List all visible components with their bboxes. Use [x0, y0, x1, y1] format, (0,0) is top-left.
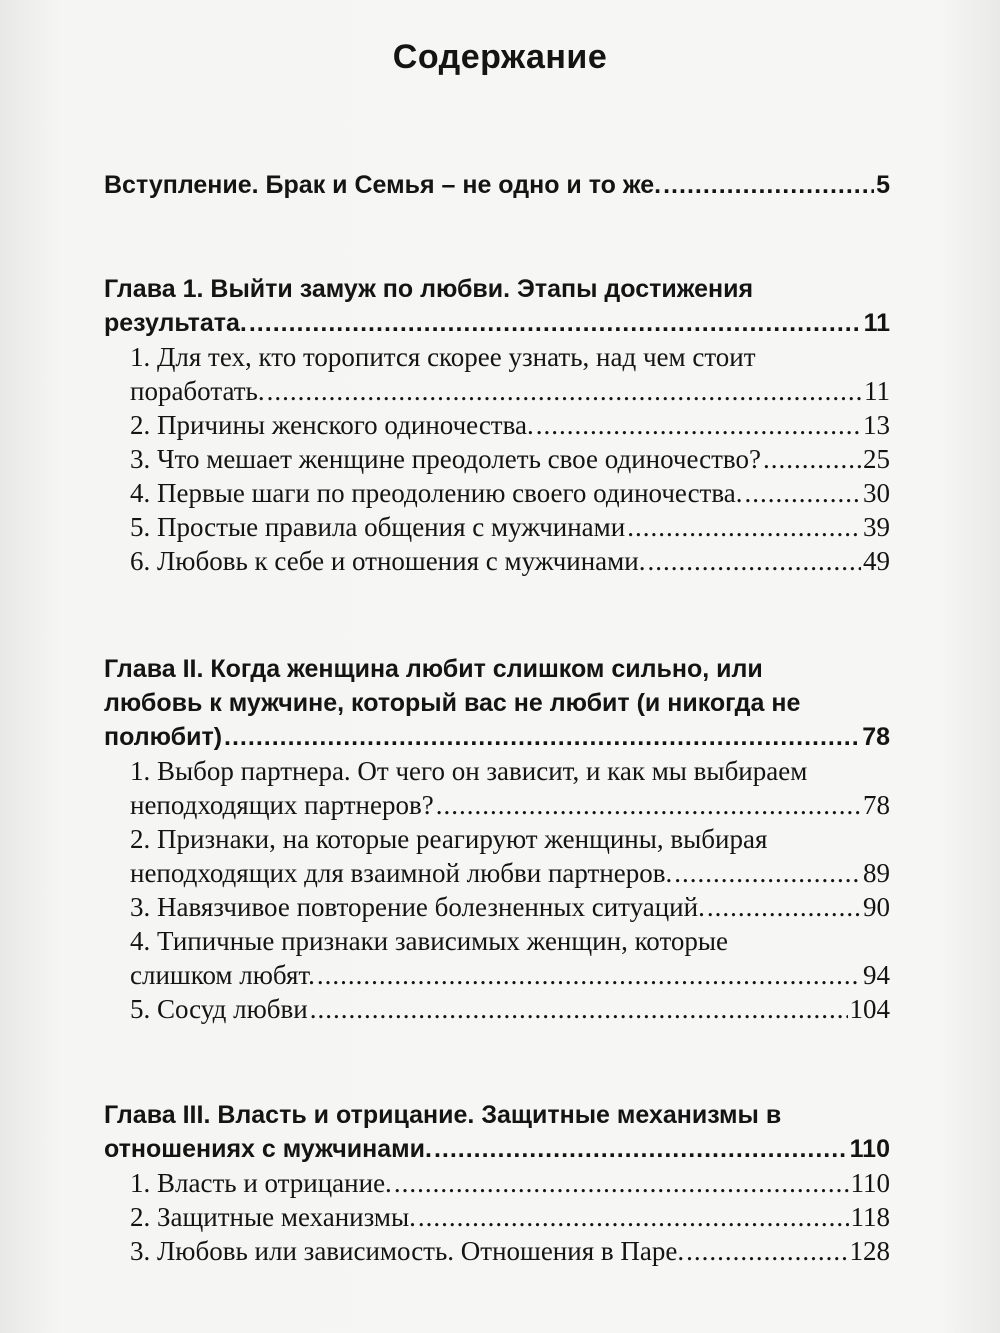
toc-chapter-1	[104, 272, 890, 578]
leader-dots	[249, 306, 862, 340]
leader-dots	[224, 720, 860, 754]
toc-entry: полюбит) ..... 78	[104, 720, 890, 754]
leader-dots	[434, 1132, 848, 1166]
toc-entry: 3. Навязчивое повторение болезненных ситуаций. ..... 90	[104, 890, 890, 924]
page-number: 110	[850, 1168, 890, 1198]
page-number: 39	[863, 512, 890, 542]
leader-dots	[267, 374, 862, 408]
page-number: 104	[849, 994, 890, 1024]
page-title: Содержание	[392, 38, 608, 76]
leader-dots	[436, 788, 861, 822]
leader-dots	[686, 1234, 847, 1268]
toc-subentry: 4. Типичные признаки зависимых женщин, которые	[130, 926, 729, 956]
page-number: 25	[863, 444, 890, 474]
toc-entry: 4. Первые шаги по преодолению своего одиночества. ..... 30	[104, 476, 890, 510]
page-number: 11	[863, 309, 890, 337]
toc-subentry: 1. Для тех, кто торопится скорее узнать, над чем стоит	[130, 342, 756, 372]
leader-dots	[674, 856, 861, 890]
chapter-title: Глава 1. Выйти замуж по любви. Этапы достижения	[104, 275, 754, 303]
toc-entry: 5. Простые правила общения с мужчинами ..... 39	[104, 510, 890, 544]
chapter-title: Глава III. Власть и отрицание. Защитные механизмы в	[104, 1101, 782, 1129]
leader-dots	[317, 958, 861, 992]
toc-entry: неподходящих для взаимной любви партнеров. ..... 89	[104, 856, 890, 890]
toc-chapter-3	[104, 1098, 890, 1268]
toc-entry: 2. Причины женского одиночества. ..... 13	[104, 408, 890, 442]
page-number: 5	[876, 171, 890, 199]
page-number: 94	[863, 960, 890, 990]
leader-dots	[418, 1200, 849, 1234]
toc-entry: 3. Любовь или зависимость. Отношения в Паре. ..... 128	[104, 1234, 890, 1268]
toc-entry: результата. ..... 11	[104, 306, 890, 340]
page-number: 30	[863, 478, 890, 508]
toc-intro	[104, 168, 890, 202]
toc-entry: неподходящих партнеров? ..... 78	[104, 788, 890, 822]
leader-dots	[763, 442, 861, 476]
toc-entry: отношениях с мужчинами. ..... 110	[104, 1132, 890, 1166]
toc-entry: слишком любят. ..... 94	[104, 958, 890, 992]
toc-subentry: 2. Признаки, на которые реагируют женщины, выбирая	[130, 824, 768, 854]
leader-dots	[310, 992, 848, 1026]
toc-entry: 1. Власть и отрицание. ..... 110	[104, 1166, 890, 1200]
page-number: 78	[863, 790, 890, 820]
leader-dots	[707, 890, 861, 924]
leader-dots	[627, 510, 861, 544]
page-number: 89	[863, 858, 890, 888]
page-number: 78	[862, 723, 890, 751]
leader-dots	[744, 476, 861, 510]
page-number: 49	[863, 546, 890, 576]
chapter-title: Глава II. Когда женщина любит слишком сильно, или	[104, 655, 763, 683]
toc-entry: 3. Что мешает женщине преодолеть свое одиночество? ..... 25	[104, 442, 890, 476]
page-number: 13	[863, 410, 890, 440]
page-number: 110	[849, 1135, 890, 1163]
page-number: 128	[849, 1236, 890, 1266]
leader-dots	[394, 1166, 849, 1200]
leader-dots	[536, 408, 861, 442]
toc-entry: 6. Любовь к себе и отношения с мужчинами. ..... 49	[104, 544, 890, 578]
leader-dots	[647, 544, 861, 578]
toc-entry: 5. Сосуд любви ..... 104	[104, 992, 890, 1026]
toc-entry: Вступление. Брак и Семья – не одно и то же. ..... 5	[104, 168, 890, 202]
toc-entry: поработать. ..... 11	[104, 374, 890, 408]
page-number: 11	[864, 376, 890, 406]
toc-subentry: 1. Выбор партнера. От чего он зависит, и как мы выбираем	[130, 756, 808, 786]
leader-dots	[663, 168, 874, 202]
page-number: 90	[863, 892, 890, 922]
toc-entry: 2. Защитные механизмы. ..... 118	[104, 1200, 890, 1234]
page-number: 118	[850, 1202, 890, 1232]
chapter-title: любовь к мужчине, который вас не любит (и никогда не	[104, 689, 801, 717]
toc-chapter-2	[104, 652, 890, 1026]
